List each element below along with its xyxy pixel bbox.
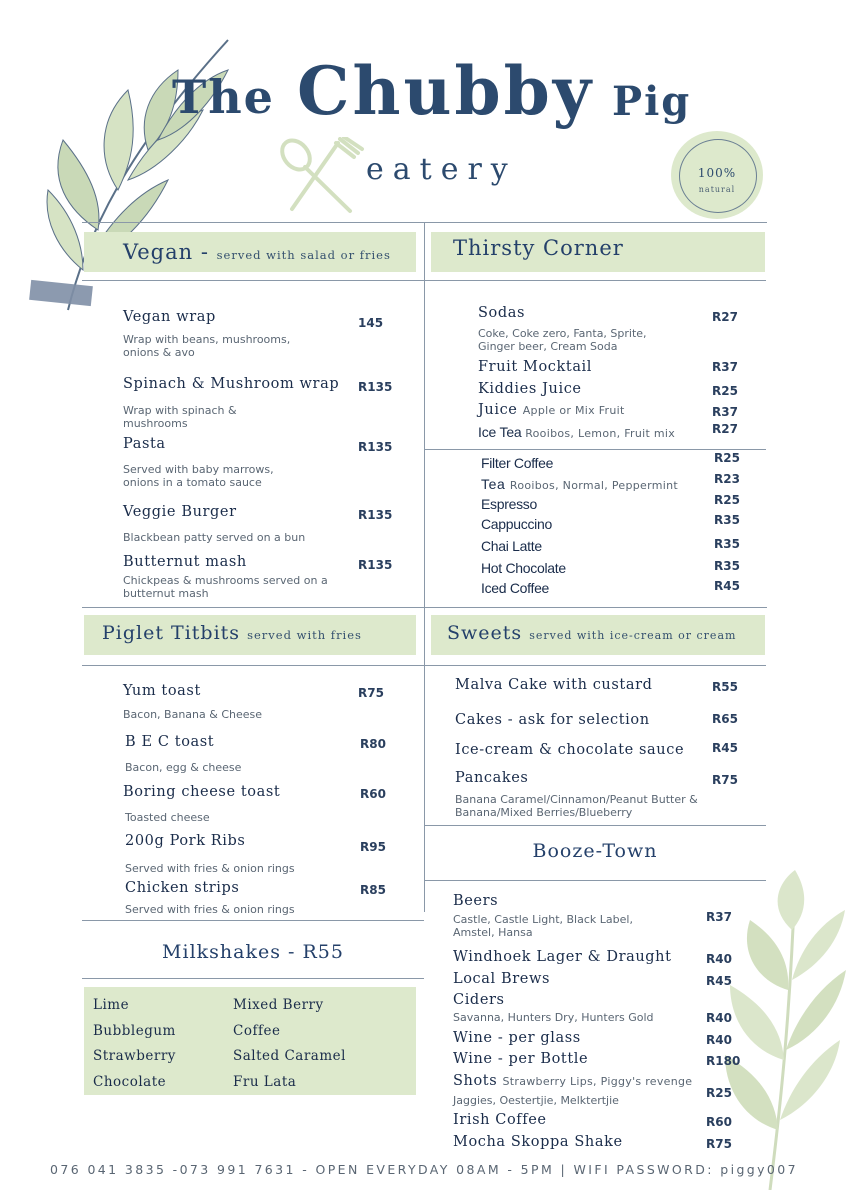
divider-vertical	[424, 222, 425, 912]
piglet-section-subtitle: served with fries	[247, 628, 362, 642]
menu-item-desc: Rooibos, Normal, Peppermint	[509, 479, 678, 492]
menu-item-desc: Served with fries & onion rings	[125, 862, 295, 875]
menu-item-name: 200g Pork Ribs	[125, 833, 246, 849]
menu-item-price: R40	[706, 1011, 732, 1025]
menu-item-desc: Bacon, egg & cheese	[125, 761, 242, 774]
menu-item-price: R45	[706, 974, 732, 988]
milkshake-flavour: Strawberry	[93, 1048, 176, 1064]
sweets-section-subtitle: served with ice-cream or cream	[529, 629, 737, 642]
divider	[424, 880, 766, 881]
menu-item-price: R75	[706, 1137, 732, 1151]
menu-item-desc: Wrap with spinach & mushrooms	[123, 404, 237, 430]
milkshake-flavour: Salted Caramel	[233, 1048, 346, 1064]
menu-item-price: R25	[714, 451, 740, 465]
menu-item-name: Wine - per glass	[453, 1030, 581, 1046]
menu-item-name: Malva Cake with custard	[455, 677, 653, 693]
menu-item-price: R37	[712, 405, 738, 419]
menu-item-name: Veggie Burger	[123, 504, 237, 520]
menu-item-name: Tea Rooibos, Normal, Peppermint	[481, 476, 678, 492]
menu-item-price: R40	[706, 1033, 732, 1047]
menu-item-price: R35	[714, 559, 740, 573]
menu-item-price: 145	[358, 316, 384, 330]
divider	[82, 607, 767, 608]
menu-item-desc: Coke, Coke zero, Fanta, Sprite, Ginger beer, Cream Soda	[478, 327, 647, 353]
menu-item-desc: Savanna, Hunters Dry, Hunters Gold	[453, 1011, 654, 1024]
menu-item-name: Butternut mash	[123, 554, 247, 570]
title-the: The	[172, 70, 275, 124]
menu-item-name: Juice Apple or Mix Fruit	[478, 402, 625, 418]
menu-item-price: R80	[360, 737, 386, 751]
menu-item-name: Chicken strips	[125, 880, 240, 896]
natural-badge	[671, 131, 763, 219]
badge-label: natural	[698, 185, 736, 194]
menu-item-price: R65	[712, 712, 738, 726]
menu-item-desc: Chickpeas & mushrooms served on a butternut mash	[123, 574, 328, 600]
menu-item-desc: Blackbean patty served on a bun	[123, 531, 306, 544]
menu-item-name: Cappuccino	[481, 516, 552, 532]
menu-item-name: Cakes - ask for selection	[455, 712, 650, 728]
divider	[82, 920, 424, 921]
menu-item-price: R85	[360, 883, 386, 897]
menu-item-desc: Apple or Mix Fruit	[522, 404, 625, 417]
milkshakes-section-title: Milkshakes - R55	[162, 941, 344, 963]
menu-item-desc: Bacon, Banana & Cheese	[123, 708, 262, 721]
menu-item-name: Windhoek Lager & Draught	[453, 949, 672, 965]
menu-item-name: Beers	[453, 893, 499, 909]
menu-item-name: Iced Coffee	[481, 580, 550, 596]
divider	[82, 665, 424, 666]
menu-item-name: Irish Coffee	[453, 1112, 547, 1128]
menu-item-price: R25	[714, 493, 740, 507]
menu-item-name: Local Brews	[453, 971, 550, 987]
menu-item-name: Ice Tea Rooibos, Lemon, Fruit mix	[478, 424, 676, 440]
menu-item-name: Filter Coffee	[481, 455, 554, 471]
subtitle-eatery: eatery	[366, 152, 517, 187]
menu-item-name: Vegan wrap	[123, 309, 216, 325]
menu-item-price: R25	[712, 384, 738, 398]
menu-item-name: Mocha Skoppa Shake	[453, 1134, 623, 1150]
menu-item-desc: Served with fries & onion rings	[125, 903, 295, 916]
menu-item-name: Kiddies Juice	[478, 381, 582, 397]
milkshake-flavour: Mixed Berry	[233, 997, 324, 1013]
menu-item-price: R95	[360, 840, 386, 854]
booze-section-title: Booze-Town	[532, 840, 658, 862]
menu-item-price: R37	[706, 910, 732, 924]
title-chubby: Chubby	[297, 52, 595, 130]
divider	[424, 280, 766, 281]
menu-item-price: R40	[706, 952, 732, 966]
menu-item-name: Ice-cream & chocolate sauce	[455, 742, 685, 758]
menu-item-name: Hot Chocolate	[481, 560, 566, 576]
menu-item-name: Espresso	[481, 496, 537, 512]
vegan-section-title: Vegan - served with salad or fries	[123, 240, 391, 264]
menu-item-name: Spinach & Mushroom wrap	[123, 376, 340, 392]
menu-item-price: R35	[714, 537, 740, 551]
menu-item-name: Chai Latte	[481, 538, 542, 554]
menu-item-desc: Banana Caramel/Cinnamon/Peanut Butter & Banana/Mixed Berries/Blueberry	[455, 793, 698, 819]
milkshake-flavour: Coffee	[233, 1023, 281, 1039]
milkshake-flavour: Chocolate	[93, 1074, 167, 1090]
footer-contact: 076 041 3835 -073 991 7631 - OPEN EVERYDAY 08AM - 5PM | WIFI PASSWORD: piggy007	[50, 1162, 798, 1177]
menu-item-name: Boring cheese toast	[123, 784, 281, 800]
fork-spoon-icon	[278, 137, 366, 217]
divider	[82, 280, 424, 281]
menu-item-price: R25	[706, 1086, 732, 1100]
menu-item-name: Wine - per Bottle	[453, 1051, 589, 1067]
thirsty-section-title: Thirsty Corner	[453, 236, 624, 260]
vegan-section-subtitle: served with salad or fries	[216, 248, 391, 262]
menu-item-price: R23	[714, 472, 740, 486]
menu-item-desc: Strawberry Lips, Piggy's revenge	[502, 1075, 693, 1088]
menu-item-price: R45	[712, 741, 738, 755]
divider	[424, 825, 766, 826]
milkshake-flavour: Bubblegum	[93, 1023, 176, 1039]
menu-item-price: R75	[358, 686, 384, 700]
menu-item-desc: Rooibos, Lemon, Fruit mix	[525, 427, 676, 440]
menu-item-price: R60	[360, 787, 386, 801]
menu-item-desc: Jaggies, Oestertjie, Melktertjie	[453, 1094, 619, 1107]
divider	[424, 449, 766, 450]
milkshake-flavour: Fru Lata	[233, 1074, 297, 1090]
menu-item-price: R75	[712, 773, 738, 787]
menu-item-price: R45	[714, 579, 740, 593]
menu-item-desc: Toasted cheese	[125, 811, 210, 824]
menu-item-price: R55	[712, 680, 738, 694]
menu-item-desc: Served with baby marrows, onions in a tomato sauce	[123, 463, 274, 489]
menu-item-price: R135	[358, 380, 393, 394]
menu-item-price: R135	[358, 508, 393, 522]
menu-item-desc: Wrap with beans, mushrooms, onions & avo	[123, 333, 291, 359]
menu-item-name: Shots Strawberry Lips, Piggy's revenge	[453, 1073, 693, 1089]
menu-item-price: R135	[358, 440, 393, 454]
sweets-section-title: Sweets served with ice-cream or cream	[447, 622, 737, 644]
badge-value: 100%	[697, 166, 737, 180]
menu-item-name: Pancakes	[455, 770, 529, 786]
piglet-section-title: Piglet Titbits served with fries	[102, 622, 362, 644]
menu-item-name: Sodas	[478, 305, 526, 321]
milkshake-flavour: Lime	[93, 997, 130, 1013]
menu-item-name: Ciders	[453, 992, 505, 1008]
menu-item-desc: Castle, Castle Light, Black Label, Amstel, Hansa	[453, 913, 633, 939]
menu-item-price: R27	[712, 310, 738, 324]
menu-item-price: R180	[706, 1054, 741, 1068]
menu-item-price: R27	[712, 422, 738, 436]
menu-item-name: Yum toast	[123, 683, 201, 699]
divider	[82, 978, 424, 979]
menu-item-price: R60	[706, 1115, 732, 1129]
menu-item-price: R35	[714, 513, 740, 527]
menu-item-name: B E C toast	[125, 734, 215, 750]
menu-item-name: Pasta	[123, 436, 166, 452]
title-pig: Pig	[612, 78, 692, 125]
menu-item-price: R37	[712, 360, 738, 374]
divider	[424, 665, 766, 666]
menu-item-price: R135	[358, 558, 393, 572]
menu-item-name: Fruit Mocktail	[478, 359, 593, 375]
